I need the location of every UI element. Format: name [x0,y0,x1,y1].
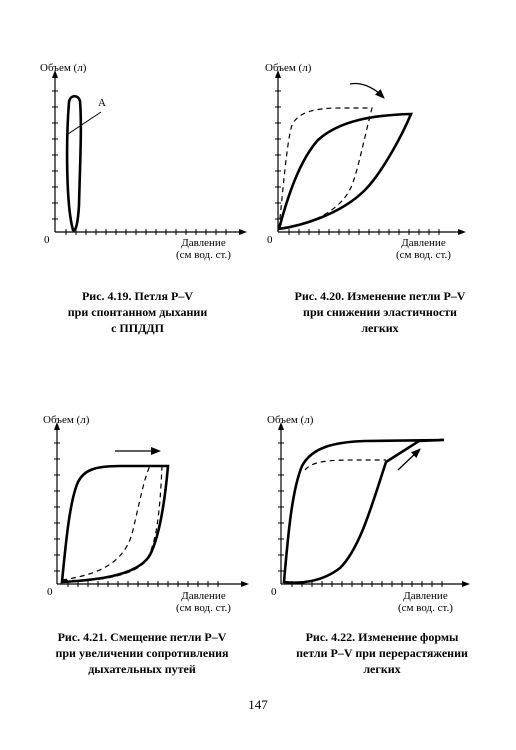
figure-caption: Рис. 4.21. Смещение петли P–V при увеличении сопротивления дыхательных путей [55,630,229,676]
x-axis-label: Давление (см вод. ст.) [176,237,231,261]
origin-label: 0 [271,586,277,598]
y-axis-label: Объем (л) [267,414,314,426]
x-axis-label: Давление (см вод. ст.) [398,590,453,614]
reference-loop-dashed [305,460,386,470]
pv-loop [284,440,444,583]
origin-label: 0 [47,586,53,598]
y-axis-label: Объем (л) [40,62,87,74]
page-number: 147 [248,697,268,712]
y-axis-label: Объем (л) [265,62,312,74]
origin-label: 0 [44,234,50,246]
x-axis-label: Давление (см вод. ст.) [396,237,451,261]
x-axis-label: Давление (см вод. ст.) [176,590,231,614]
figure-caption: Рис. 4.19. Петля P–V при спонтанном дыхании с ППДДП [67,289,208,335]
y-axis-label: Объем (л) [43,414,90,426]
annotation-a: A [98,97,106,109]
figure-caption: Рис. 4.22. Изменение формы петли P–V при перерастяжении легких [296,630,468,676]
figure-caption: Рис. 4.20. Изменение петли P–V при снижении эластичности легких [294,289,466,335]
origin-label: 0 [267,234,273,246]
